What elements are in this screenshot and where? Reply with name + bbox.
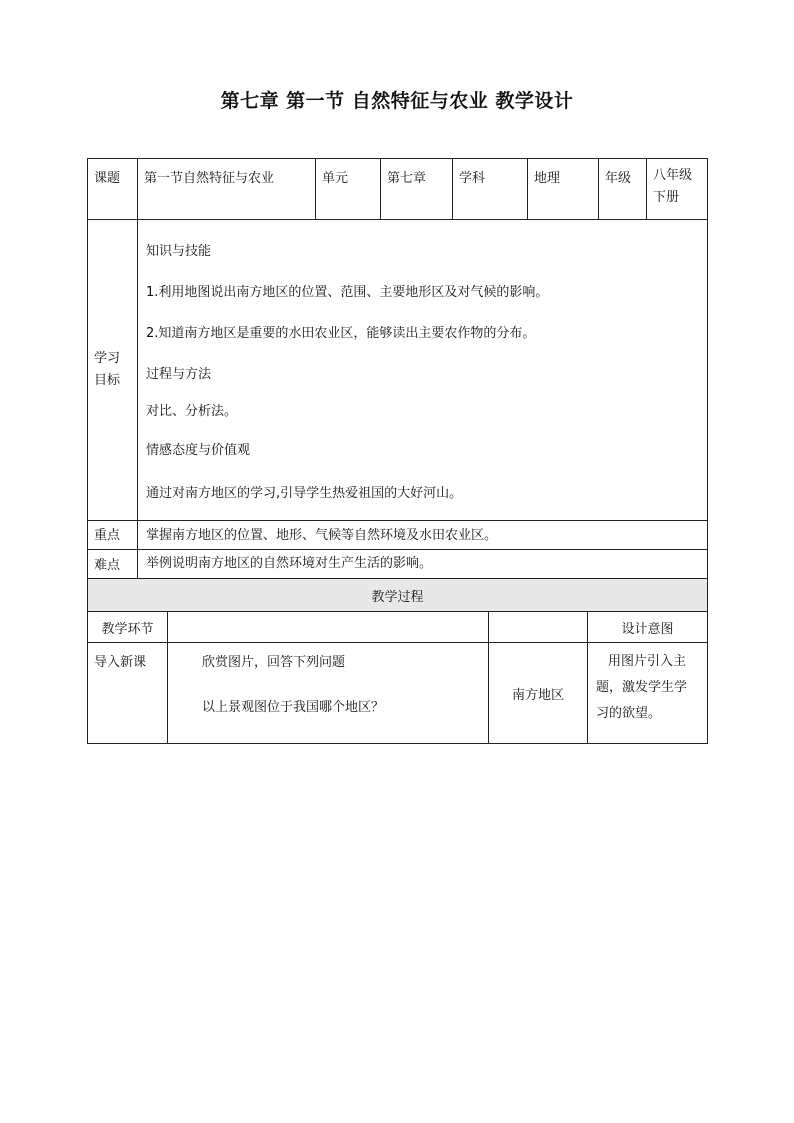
topic-label: 课题 (88, 159, 138, 220)
emotion-heading: 情感态度与价值观 (146, 443, 251, 458)
step-answer: 南方地区 (489, 643, 588, 744)
process-header-row (88, 612, 708, 643)
unit-label: 单元 (316, 159, 381, 220)
objectives-label-line1: 学习 (94, 351, 121, 366)
subject-value: 地理 (528, 159, 599, 220)
process-heading: 过程与方法 (146, 367, 212, 382)
key-point-text: 掌握南方地区的位置、地形、气候等自然环境及水田农业区。 (138, 521, 708, 550)
subject-label: 学科 (453, 159, 528, 220)
step-name: 导入新课 (88, 643, 168, 744)
grade-value-line2: 下册 (653, 190, 680, 205)
difficult-point-text: 举例说明南方地区的自然环境对生产生活的影响。 (138, 550, 708, 589)
knowledge-item-1: 1.利用地图说出南方地区的位置、范围、主要地形区及对气候的影响。 (146, 285, 549, 300)
emotion-text: 通过对南方地区的学习,引导学生热爱祖国的大好河山。 (146, 486, 463, 501)
grade-value (647, 159, 708, 220)
key-point-label: 重点 (88, 521, 138, 550)
col-step-header: 教学环节 (88, 612, 168, 643)
unit-value: 第七章 (381, 159, 453, 220)
topic-value: 第一节自然特征与农业 (138, 159, 316, 220)
objectives-row (88, 220, 708, 521)
col-design-header: 设计意图 (588, 612, 708, 643)
col-answer-header (489, 612, 588, 643)
grade-value-line1: 八年级 (653, 168, 693, 183)
objectives-label-line2: 目标 (94, 373, 121, 388)
step-content (168, 643, 489, 744)
knowledge-item-2: 2.知道南方地区是重要的水田农业区，能够读出主要农作物的分布。 (146, 326, 536, 341)
process-bar-title: 教学过程 (88, 579, 708, 612)
teaching-process-table (87, 578, 708, 744)
step-content-line1: 欣赏图片，回答下列问题 (202, 655, 346, 670)
key-point-row (88, 521, 708, 550)
col-content-header (168, 612, 489, 643)
knowledge-heading: 知识与技能 (146, 244, 212, 259)
process-text: 对比、分析法。 (146, 404, 238, 419)
step-content-line2: 以上景观图位于我国哪个地区？ (202, 700, 385, 715)
process-row (88, 643, 708, 744)
difficult-point-label: 难点 (88, 550, 138, 589)
info-row (88, 159, 708, 220)
step-intent-line1: 用图片引入主 (608, 654, 687, 669)
lesson-info-table (87, 158, 708, 589)
step-intent-line3: 习的欲望。 (596, 706, 662, 721)
objectives-content (138, 220, 708, 521)
step-intent-line2: 题，激发学生学 (596, 680, 688, 695)
objectives-label (88, 220, 138, 521)
step-intent (588, 643, 708, 744)
grade-label: 年级 (599, 159, 647, 220)
page-title: 第七章 第一节 自然特征与农业 教学设计 (220, 90, 574, 112)
process-bar-row (88, 579, 708, 612)
